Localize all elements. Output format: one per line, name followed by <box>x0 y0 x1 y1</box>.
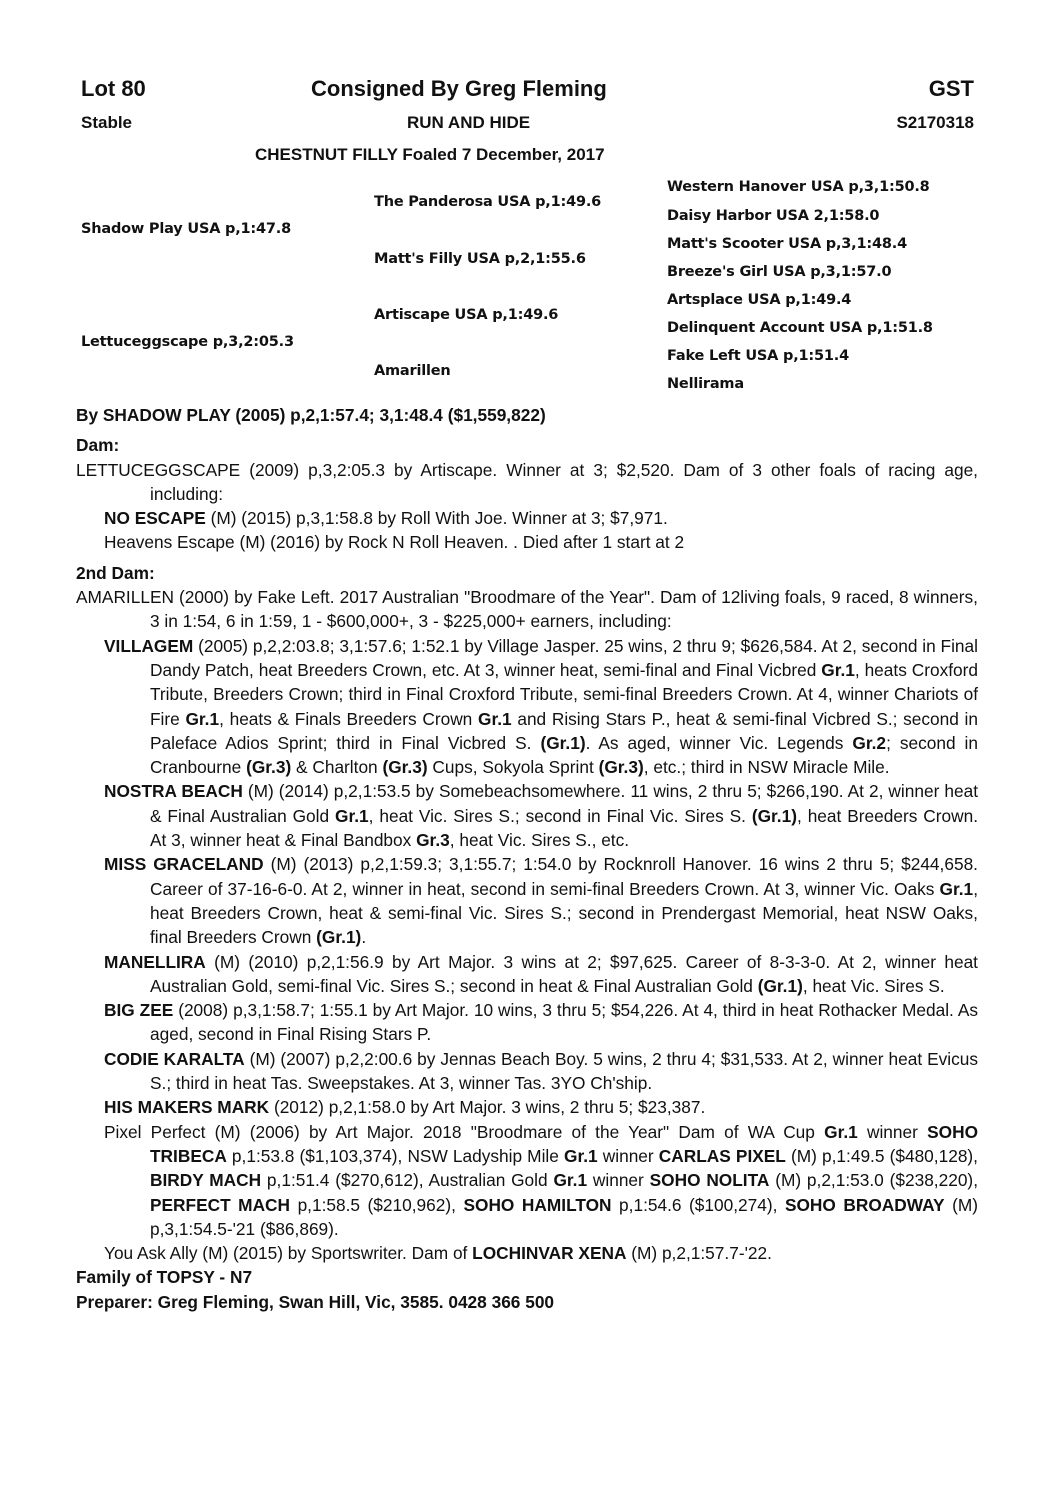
foal-entry: MANELLIRA (M) (2010) p,2,1:56.9 by Art Major. 3 wins at 2; $97,625. Career of 8-3-3-0. At 2, winner heat Australian Gold, semi-final Vic. Sires S.; second in heat & Final Australian Gold (Gr.1), heat Vic. Sires S. <box>104 951 978 996</box>
foal-entry: Heavens Escape (M) (2016) by Rock N Roll Heaven. . Died after 1 start at 2 <box>104 532 685 553</box>
pedigree-sire-sire: The Panderosa USA p,1:49.6 <box>374 194 602 210</box>
pedigree-dam-sire: Artiscape USA p,1:49.6 <box>374 307 559 323</box>
foal-entry: HIS MAKERS MARK (2012) p,2,1:58.0 by Art Major. 3 wins, 2 thru 5; $23,387. <box>104 1097 706 1118</box>
family-line: Family of TOPSY - N7 <box>76 1267 253 1288</box>
second-dam-heading: 2nd Dam: <box>76 562 155 583</box>
pedigree-dam: Lettuceggscape p,3,2:05.3 <box>81 334 294 350</box>
pedigree-gen3: Fake Left USA p,1:51.4 <box>667 348 849 364</box>
second-dam-intro: AMARILLEN (2000) by Fake Left. 2017 Australian "Broodmare of the Year". Dam of 12living foals, 9 raced, 8 winners, 3 in 1:54, 6 in 1:59, 1 - $600,000+, 3 - $225,000+ earners, including: <box>76 587 978 632</box>
foal-entry: MISS GRACELAND (M) (2013) p,2,1:59.3; 3,1:55.7; 1:54.0 by Rocknroll Hanover. 16 wins 2 thru 5; $244,658. Career of 37-16-6-0. At 2, winner in heat, second in semi-final Breeders Crown. At 3, winner Vic. Oaks Gr.1, heat Breeders Crown, heat & semi-final Vic. Sires S.; second in Prendergast Memorial, heat NSW Oaks, final Breeders Crown (Gr.1). <box>104 854 978 948</box>
sire-line: By SHADOW PLAY (2005) p,2,1:57.4; 3,1:48.4 ($1,559,822) <box>76 405 546 425</box>
pedigree-gen3: Nellirama <box>667 376 744 392</box>
foal-entry: VILLAGEM (2005) p,2,2:03.8; 3,1:57.6; 1:52.1 by Village Jasper. 25 wins, 2 thru 9; $626,584. At 2, second in Final Dandy Patch, heat Breeders Crown, etc. At 3, winner heat, semi-final and Final Vicbred Gr.1, heats Croxford Tribute, Breeders Crown; third in Final Croxford Tribute, semi-final Breeders Crown. At 4, winner Chariots of Fire Gr.1, heats & Finals Breeders Crown Gr.1 and Rising Stars P., heat & semi-final Vicbred S.; second in Paleface Adios Sprint; third in Final Vicbred S. (Gr.1). As aged, winner Vic. Legends Gr.2; second in Cranbourne (Gr.3) & Charlton (Gr.3) Cups, Sokyola Sprint (Gr.3), etc.; third in NSW Miracle Mile. <box>104 635 979 778</box>
dam-heading: Dam: <box>76 435 120 456</box>
catalogue-code: S2170318 <box>896 113 974 132</box>
pedigree-dam-dam: Amarillen <box>374 363 451 379</box>
pedigree-gen3: Western Hanover USA p,3,1:50.8 <box>667 179 930 195</box>
pedigree-gen3: Delinquent Account USA p,1:51.8 <box>667 320 933 336</box>
gst-label: GST <box>928 76 974 101</box>
pedigree-gen3: Daisy Harbor USA 2,1:58.0 <box>667 208 880 224</box>
preparer-line: Preparer: Greg Fleming, Swan Hill, Vic, 3585. 0428 366 500 <box>76 1291 555 1312</box>
catalogue-body <box>76 403 978 1314</box>
location-label: Stable <box>81 113 133 132</box>
horse-name: RUN AND HIDE <box>407 113 531 132</box>
pedigree-gen3: Breeze's Girl USA p,3,1:57.0 <box>667 264 892 280</box>
foal-entry: NO ESCAPE (M) (2015) p,3,1:58.8 by Roll With Joe. Winner at 3; $7,971. <box>104 508 668 529</box>
lot-number: Lot 80 <box>81 76 146 101</box>
foal-entry: You Ask Ally (M) (2015) by Sportswriter. Dam of LOCHINVAR XENA (M) p,2,1:57.7-'22. <box>104 1243 772 1264</box>
dam-intro: LETTUCEGGSCAPE (2009) p,3,2:05.3 by Artiscape. Winner at 3; $2,520. Dam of 3 other foals of racing age, including: <box>76 459 978 504</box>
foal-entry: CODIE KARALTA (M) (2007) p,2,2:00.6 by Jennas Beach Boy. 5 wins, 2 thru 4; $31,533. At 2, winner heat Evicus S.; third in heat Tas. Sweepstakes. At 3, winner Tas. 3YO Ch'ship. <box>104 1048 978 1094</box>
pedigree-gen3: Artsplace USA p,1:49.4 <box>667 292 852 308</box>
foal-entry: Pixel Perfect (M) (2006) by Art Major. 2018 "Broodmare of the Year" Dam of WA Cup Gr.1 winner SOHO TRIBECA p,1:53.8 ($1,103,374), NSW Ladyship Mile Gr.1 winner CARLAS PIXEL (M) p,1:49.5 ($480,128), BIRDY MACH p,1:51.4 ($270,612), Australian Gold Gr.1 winner SOHO NOLITA (M) p,2,1:53.0 ($238,220), PERFECT MACH p,1:58.5 ($210,962), SOHO HAMILTON p,1:54.6 ($100,274), SOHO BROADWAY (M) p,3,1:54.5-'21 ($86,869). <box>104 1121 979 1239</box>
second-dam-foal-list <box>76 634 978 1266</box>
dam-foal-list <box>76 506 978 555</box>
pedigree-sire: Shadow Play USA p,1:47.8 <box>81 221 292 237</box>
pedigree-gen3: Matt's Scooter USA p,3,1:48.4 <box>667 236 907 252</box>
foal-entry: NOSTRA BEACH (M) (2014) p,2,1:53.5 by Somebeachsomewhere. 11 wins, 2 thru 5; $266,190. At 2, winner heat & Final Australian Gold Gr.1, heat Vic. Sires S.; second in Final Vic. Sires S. (Gr.1), heat Breeders Crown. At 3, winner heat & Final Bandbox Gr.3, heat Vic. Sires S., etc. <box>104 781 978 851</box>
foal-entry: BIG ZEE (2008) p,3,1:58.7; 1:55.1 by Art Major. 10 wins, 3 thru 5; $54,226. At 4, third in heat Rothacker Medal. As aged, second in Final Rising Stars P. <box>104 1000 978 1045</box>
pedigree-sire-dam: Matt's Filly USA p,2,1:55.6 <box>374 251 586 267</box>
consignor-title: Consigned By Greg Fleming <box>311 76 607 101</box>
horse-description: CHESTNUT FILLY Foaled 7 December, 2017 <box>255 145 605 164</box>
